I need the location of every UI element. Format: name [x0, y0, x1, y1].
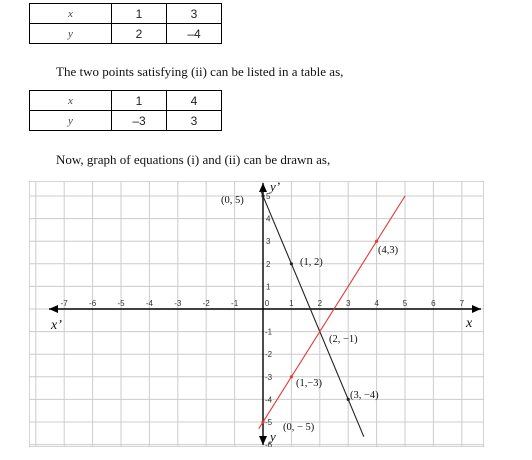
- paragraph-table-intro: The two points satisfying (ii) can be listed in a table as,: [56, 64, 344, 79]
- x-tick-label: 4: [374, 299, 379, 308]
- y-tick-label: -1: [265, 327, 273, 337]
- x-tick-label: 2: [317, 299, 323, 308]
- x-tick-label: 3: [345, 299, 351, 308]
- table-cell: y: [30, 111, 112, 131]
- paragraph-graph-intro: Now, graph of equations (i) and (ii) can be drawn as,: [56, 152, 331, 167]
- x-tick-label: -3: [174, 299, 182, 308]
- x-tick-label: 5: [402, 299, 408, 308]
- grid: [29, 181, 484, 447]
- table-cell: x: [30, 91, 112, 111]
- y-tick-label: -2: [265, 350, 273, 360]
- point-label: (2, −1): [329, 334, 358, 345]
- table-cell: –4: [167, 24, 222, 44]
- table-cell: 1: [112, 4, 167, 24]
- y-tick-label: 1: [266, 282, 271, 292]
- y-tick-label: 2: [266, 259, 271, 269]
- line-equation-ii-point: [261, 420, 264, 423]
- table-row: [30, 111, 222, 131]
- x-axis-label-negative: x’: [51, 318, 62, 333]
- table-cell: –3: [112, 111, 167, 131]
- point-label: (1, 2): [300, 257, 323, 268]
- line-equation-ii-point: [375, 240, 378, 243]
- x-tick-label: -4: [145, 299, 153, 308]
- table-cell: x: [30, 4, 112, 24]
- y-axis-label: y’: [270, 181, 281, 194]
- y-tick-label: -4: [265, 395, 273, 405]
- x-axis-label: x: [466, 316, 473, 331]
- point-label: (0, 5): [221, 195, 244, 206]
- graph-frame: [29, 181, 484, 447]
- x-tick-label: 0: [264, 299, 270, 308]
- line-equation-i-point: [290, 262, 293, 265]
- y-tick-label: 5: [266, 192, 271, 201]
- point-label: (3, −4): [350, 390, 379, 401]
- x-tick-label: 7: [459, 299, 465, 308]
- table-row: [30, 4, 222, 24]
- x-tick-label: 6: [431, 299, 436, 308]
- table-row: [30, 24, 222, 44]
- values-table-1: [29, 3, 222, 44]
- line-equation-i-point: [261, 194, 264, 197]
- table-cell: 3: [167, 111, 222, 131]
- line-equation-ii-point: [290, 375, 293, 378]
- x-tick-label: -1: [231, 299, 239, 308]
- table-cell: 1: [112, 91, 167, 111]
- y-tick-label: -3: [265, 372, 273, 382]
- y-tick-label: -5: [265, 418, 273, 427]
- table-cell: 2: [112, 24, 167, 44]
- table-row: [30, 91, 222, 111]
- x-tick-label: -5: [117, 299, 125, 308]
- y-axis-label-negative: y: [270, 429, 276, 444]
- x-tick-label: 1: [289, 299, 294, 308]
- x-tick-label: -2: [202, 299, 210, 308]
- point-label: (1,−3): [296, 378, 323, 389]
- y-tick-label: 4: [266, 214, 271, 224]
- point-label: (0, − 5): [283, 422, 315, 433]
- y-tick-label: -6: [265, 440, 273, 447]
- table-cell: y: [30, 24, 112, 44]
- graph-figure: [29, 181, 484, 447]
- y-tick-label: 3: [266, 237, 271, 247]
- table-cell: 3: [167, 4, 222, 24]
- x-tick-label: -7: [60, 299, 68, 308]
- point-label: (4,3): [378, 245, 399, 256]
- x-tick-label: -6: [89, 299, 97, 308]
- table-cell: 4: [167, 91, 222, 111]
- values-table-2: [29, 90, 222, 131]
